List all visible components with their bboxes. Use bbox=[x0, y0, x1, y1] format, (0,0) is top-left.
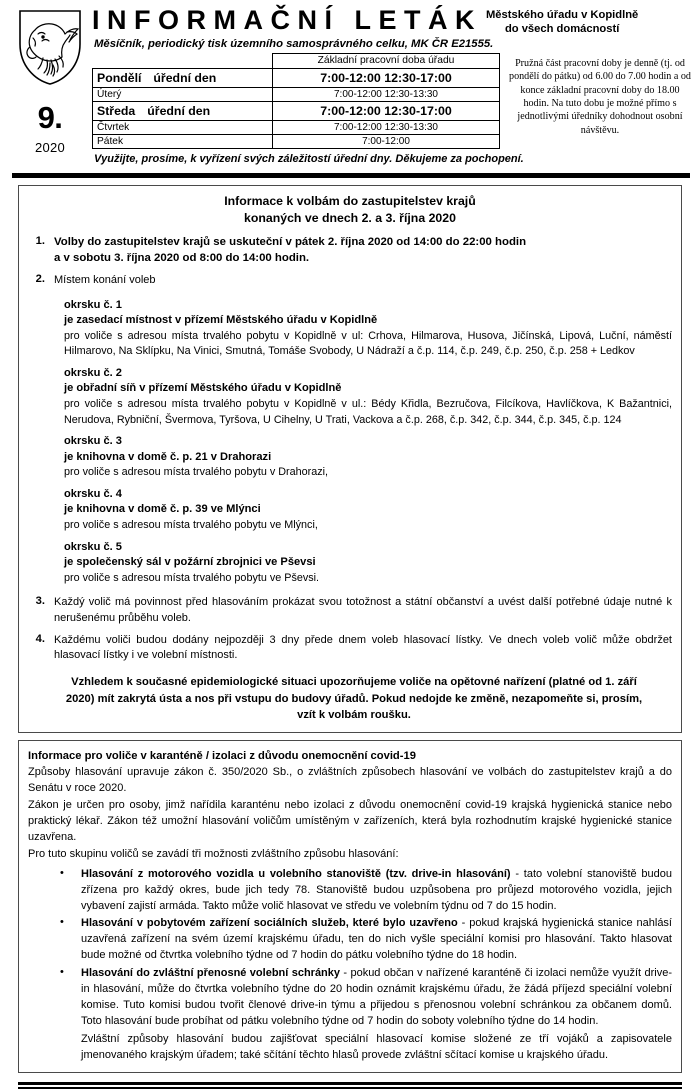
list-item bbox=[28, 867, 672, 915]
day-name: Čtvrtek bbox=[97, 121, 130, 133]
option-lead: Hlasování do zvláštní přenosné volební schránky bbox=[81, 967, 341, 980]
district-head: okrsku č. 4 bbox=[64, 487, 122, 500]
district-body: pro voliče s adresou místa trvalého pobytu v Kopidlně v ul: Crhova, Hilmarova, Husova, Jičínská, Lipová, Luční, náměstí Hilmarovo, Na Sklípku, Na Vinici, Smutná, Tomáše Svobody, U Nádraží a č.p. 114, č.p. 249, č.p. 250, č.p. 258 + Ledkov bbox=[64, 330, 672, 358]
flexible-hours-note: Pružná část pracovní doby je denně (tj. od pondělí do pátku) od 6.00 do 7.00 hodin a od konce základní pracovní doby do 18.00 hodin. Na tuto dobu je možné přímo s jednotlivými úředníky dohodnout osobní návštěvu. bbox=[509, 57, 691, 136]
option-rest: - pokud občan v nařízené karanténě či izolaci nemůže využít drive-in hlasování, může do čtvrtka volebního týdne do 20 hodin oznámit krajskému úřadu, že žádá příjezd speciální volební komise. Tuto komisi budou tvořit členové drive-in týmu a přijedou s přenosnou volební schránkou za občanem domů. Toto hlasování bude probíhat od pátku volebního týdne od 7 hodin do soboty volebního týdne do 14 hodin. bbox=[81, 967, 672, 1028]
district-place: je obřadní síň v přízemí Městského úřadu v Kopidlně bbox=[64, 382, 342, 395]
option-lead: Hlasování z motorového vozidla u volebního stanoviště (tzv. drive-in hlasování) bbox=[81, 867, 511, 880]
bottom-rule-thick bbox=[18, 1082, 682, 1085]
issue-number: 9. bbox=[37, 100, 63, 135]
mask-notice: Vzhledem k současné epidemiologické situaci upozorňujeme voliče na opětovné nařízení (platné od 1. září 2020) mít zakrytá ústa a nos při vstupu do budovy úřadů. Pokud nedojde ke změně, nezapomeňte si, prosím, vzít k volbám roušku. bbox=[65, 676, 643, 722]
list-item bbox=[28, 235, 672, 266]
day-name: Středa bbox=[97, 103, 136, 118]
list-item bbox=[28, 595, 672, 625]
time-cell: 7:00-12:00 bbox=[273, 134, 500, 148]
time-cell: 7:00-12:00 12:30-17:00 bbox=[273, 68, 500, 87]
polling-district bbox=[54, 487, 672, 534]
option-rest: - pokud krajská hygienická stanice nahlásí uzavřená zařízení na svém území krajskému úřadu, ten do nich vyšle speciální komisi pro hlasování. Takto hlasovat bude možné od čtvrtka volebního týdne od 7 hodin do pátku volebního týdne do 18 hodin. bbox=[81, 917, 672, 962]
office-hours-body bbox=[93, 53, 500, 148]
list-item bbox=[28, 916, 672, 964]
recipient-line-1: Městského úřadu v Kopidlně bbox=[485, 9, 639, 21]
day-cell bbox=[93, 68, 273, 87]
item3-text: Každý volič má povinnost před hlasováním prokázat svou totožnost a státní občanství a uvést další potřebné údaje nutné k nerušenému průběhu voleb. bbox=[54, 596, 672, 624]
item1-line-2: a v sobotu 3. října 2020 od 8:00 do 14:00 hodin. bbox=[54, 251, 310, 264]
polling-district bbox=[54, 298, 672, 360]
district-place: je společenský sál v požární zbrojnici ve Pševsi bbox=[64, 556, 316, 569]
crest-column bbox=[10, 6, 90, 155]
polling-district bbox=[54, 366, 672, 428]
item-number: 4. bbox=[35, 632, 45, 645]
day-cell bbox=[93, 87, 273, 101]
day-name: Pondělí bbox=[97, 70, 142, 85]
header-spacer-cell bbox=[93, 53, 273, 68]
title-row bbox=[92, 6, 692, 37]
item-number: 1. bbox=[35, 234, 45, 247]
office-hours-table bbox=[92, 53, 500, 149]
polling-district bbox=[54, 434, 672, 481]
day-name: Pátek bbox=[97, 135, 124, 147]
item-body bbox=[54, 273, 672, 586]
time-cell: 7:00-12:00 12:30-13:30 bbox=[273, 87, 500, 101]
list-item bbox=[28, 633, 672, 663]
masthead-subtitle: Měsíčník, periodický tisk územního samosprávného celku, MK ČR E21555. bbox=[94, 37, 494, 50]
day-name: Úterý bbox=[97, 88, 122, 100]
table-row bbox=[93, 134, 500, 148]
covid-voting-options-list bbox=[28, 867, 672, 1030]
item1-line-1: Volby do zastupitelstev krajů se uskuteční v pátek 2. října 2020 od 14:00 do 22:00 hodin bbox=[54, 235, 527, 248]
masthead-recipient bbox=[486, 6, 638, 37]
district-head: okrsku č. 1 bbox=[64, 298, 122, 311]
elections-info-box bbox=[18, 185, 682, 733]
table-header-row bbox=[93, 53, 500, 68]
time-cell: 7:00-12:00 12:30-17:00 bbox=[273, 101, 500, 120]
option-lead: Hlasování v pobytovém zařízení sociálních služeb, které bylo uzavřeno bbox=[81, 917, 458, 930]
hours-header-cell: Základní pracovní doba úřadu bbox=[273, 53, 500, 68]
page-bottom-divider bbox=[18, 1082, 682, 1089]
covid-para-3: Pro tuto skupinu voličů se zavádí tři možnosti zvláštního způsobu hlasování: bbox=[28, 847, 399, 860]
covid-tail-note: Zvláštní způsoby hlasování budou zajišťovat speciální hlasovací komise složené ze tří vojáků a zapisovatele jmenovaného krajským úřadem; také sčítání těchto hlasů provede zvláštní sčítací komise u krajského úřadu. bbox=[81, 1033, 672, 1061]
time-cell: 7:00-12:00 12:30-13:30 bbox=[273, 120, 500, 134]
polling-district bbox=[54, 540, 672, 587]
issue-year: 2020 bbox=[34, 140, 66, 155]
covid-info-box bbox=[18, 740, 682, 1073]
day-cell bbox=[93, 134, 273, 148]
option-rest: - tato volební stanoviště budou zřízena pro každý okres, bude jich tedy 78. Stanoviště budou uzpůsobena pro průjezd motorového vozidla, jejich vybavení zajistí armáda. Takto může volič hlasovat ve středu ve volebním týdnu od 7 do 15 hodin. bbox=[81, 867, 672, 912]
use-office-days-note: Využijte, prosíme, k vyřízení svých záležitostí úřední dny. Děkujeme za pochopení. bbox=[94, 152, 524, 165]
district-place: je knihovna v domě č. p. 21 v Drahorazi bbox=[64, 450, 272, 463]
day-cell bbox=[93, 120, 273, 134]
item-body bbox=[54, 235, 672, 266]
masthead bbox=[0, 0, 700, 170]
covid-para-2: Zákon je určen pro osoby, jimž nařídila karanténu nebo izolaci z důvodu onemocnění covid-19 krajská hygienická stanice nebo praktický lékař. Zákon též umožní hlasování voličům umístěným v zařízeních, která byla rozhodnutím krajské hygienické stanice uzavřena. bbox=[28, 798, 672, 843]
district-body: pro voliče s adresou místa trvalého pobytu ve Pševsi. bbox=[64, 572, 320, 585]
page-title: INFORMAČNÍ LETÁK bbox=[92, 5, 482, 35]
day-cell bbox=[93, 101, 273, 120]
elections-title-line-1: Informace k volbám do zastupitelstev krajů bbox=[224, 194, 476, 208]
item-number: 2. bbox=[35, 273, 45, 286]
covid-para-1: Způsoby hlasování upravuje zákon č. 350/2020 Sb., o zvláštních způsobech hlasování ve volbách do zastupitelstev krajů a do Senátu v roce 2020. bbox=[28, 766, 672, 794]
office-hours-wrapper bbox=[92, 53, 500, 149]
district-body: pro voliče s adresou místa trvalého pobytu v Kopidlně v ul.: Bédy Křidla, Bezručova, Filcíkova, Havlíčkova, K Bažantnici, Nerudova, Rybniční, Švermova, Tyršova, U Cihelny, U Trati, Vackova a č.p. 268, č.p. 342, č.p. 344, č.p. 345, č.p. 124 bbox=[64, 398, 672, 426]
district-place: je knihovna v domě č. p. 39 ve Mlýnci bbox=[64, 503, 261, 516]
table-row bbox=[93, 101, 500, 120]
day-tag: úřední den bbox=[153, 70, 217, 85]
district-body: pro voliče s adresou místa trvalého pobytu ve Mlýnci, bbox=[64, 519, 318, 532]
district-body: pro voliče s adresou místa trvalého pobytu v Drahorazi, bbox=[64, 466, 329, 479]
item4-text: Každému voliči budou dodány nejpozději 3 dny přede dnem voleb hlasovací lístky. Ve dnech voleb volič může obdržet hlasovací lístky i ve volební místnosti. bbox=[54, 633, 672, 661]
masthead-main bbox=[90, 6, 692, 165]
day-tag: úřední den bbox=[147, 103, 211, 118]
masthead-divider bbox=[12, 173, 690, 178]
list-item bbox=[28, 966, 672, 1030]
recipient-line-2: do všech domácností bbox=[504, 23, 620, 36]
table-row bbox=[93, 68, 500, 87]
district-head: okrsku č. 3 bbox=[64, 434, 122, 447]
table-row bbox=[93, 87, 500, 101]
item2-text: Místem konání voleb bbox=[54, 274, 156, 287]
elections-title bbox=[28, 193, 672, 228]
district-head: okrsku č. 5 bbox=[64, 540, 122, 553]
district-place: je zasedací místnost v přízemí Městského úřadu v Kopidlně bbox=[64, 314, 378, 327]
item-number: 3. bbox=[35, 595, 45, 608]
covid-heading: Informace pro voliče v karanténě / izolaci z důvodu onemocnění covid-19 bbox=[28, 749, 416, 762]
list-item bbox=[28, 273, 672, 586]
town-crest-icon bbox=[17, 8, 83, 86]
masthead-lower bbox=[92, 53, 692, 149]
elections-title-line-2: konaných ve dnech 2. a 3. října 2020 bbox=[244, 211, 456, 226]
district-head: okrsku č. 2 bbox=[64, 366, 122, 379]
table-row bbox=[93, 120, 500, 134]
